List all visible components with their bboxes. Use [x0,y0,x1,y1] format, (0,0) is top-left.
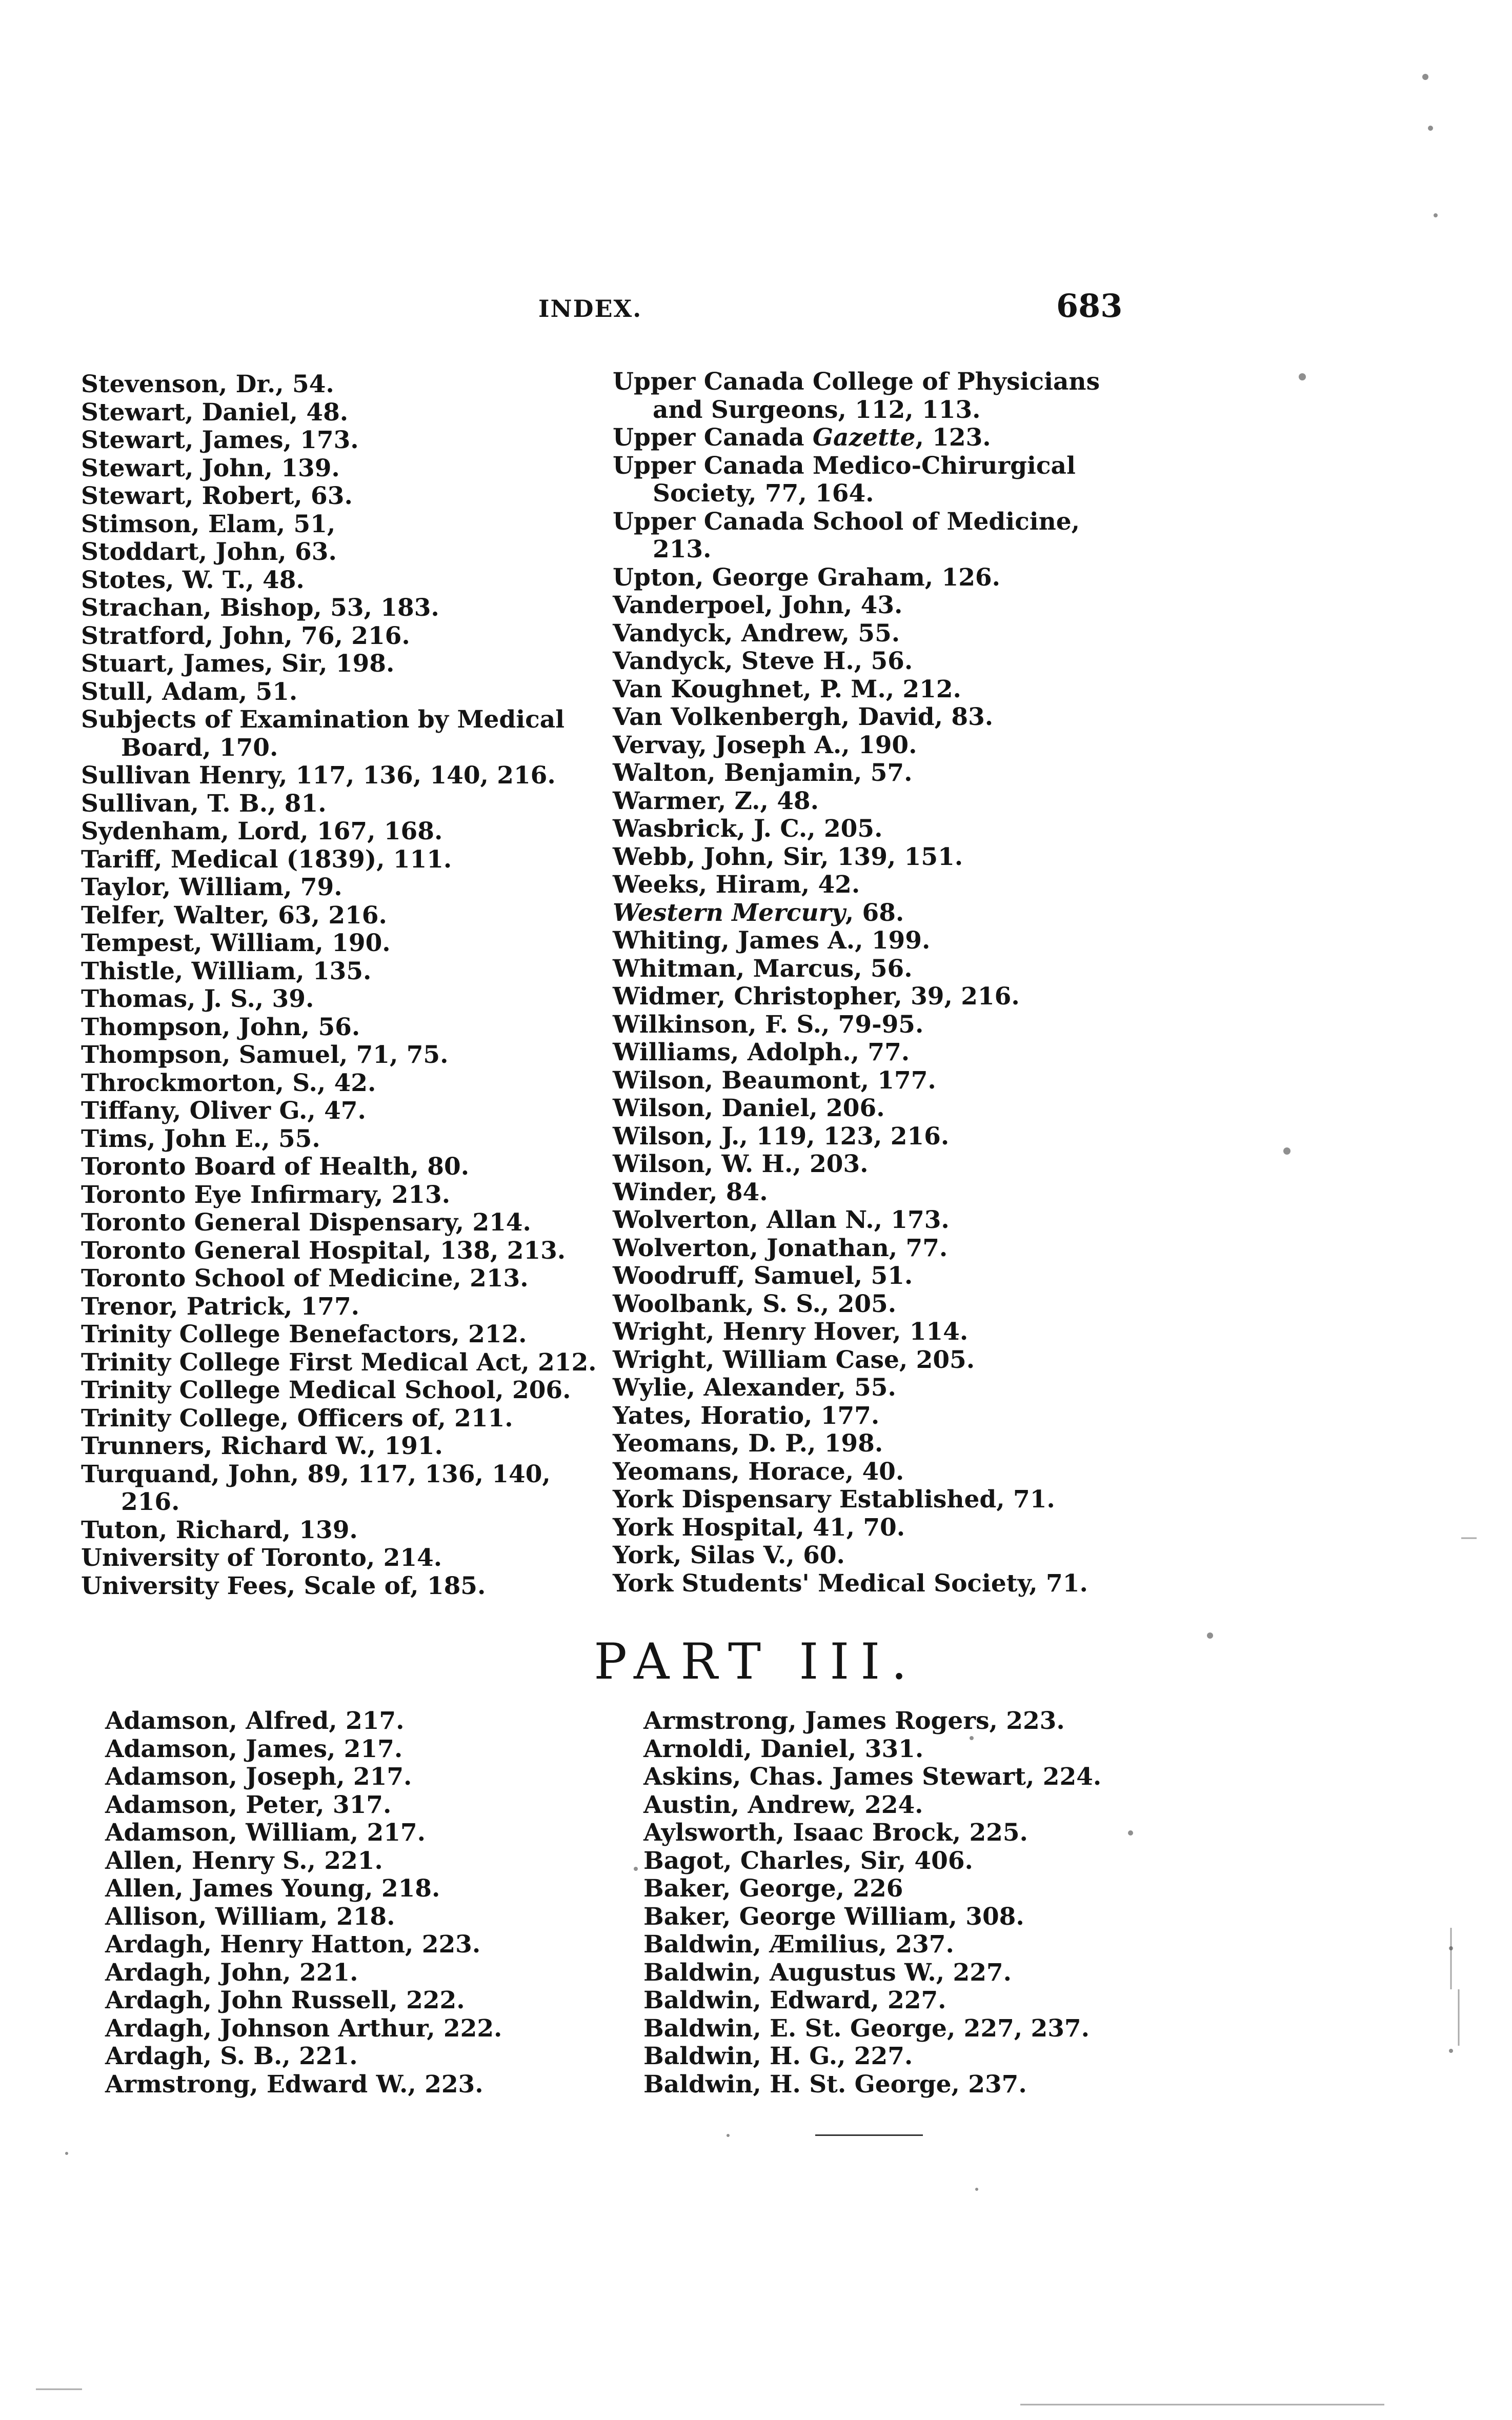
index-entry: York Dispensary Established, 71. [613,1485,1055,1514]
index-entry: Stotes, W. T., 48. [81,566,305,594]
index-entry: Vanderpoel, John, 43. [613,591,903,619]
index-entry: Ardagh, John, 221. [105,1958,358,1987]
index-entry: Stevenson, Dr., 54. [81,370,334,398]
index-entry: Trunners, Richard W., 191. [81,1432,443,1460]
index-entry: York, Silas V., 60. [613,1541,845,1569]
index-entry: Baker, George William, 308. [643,1902,1024,1931]
index-entry: Walton, Benjamin, 57. [613,759,913,787]
index-entry: Adamson, Peter, 317. [105,1790,392,1819]
part3-column-right [643,1707,1156,2099]
index-entry: Stoddart, John, 63. [81,538,337,566]
index-entry: Warmer, Z., 48. [613,786,819,815]
index-entry-gazette: Upper Canada Gazette, 123. [613,424,991,452]
index-entry: Toronto General Hospital, 138, 213. [81,1236,566,1265]
index-entry: Armstrong, Edward W., 223. [105,2070,483,2099]
page-number: 683 [1056,287,1123,325]
index-entry: Toronto Board of Health, 80. [81,1153,470,1181]
index-entry: Tiffany, Oliver G., 47. [81,1097,366,1125]
index-entry: Wolverton, Jonathan, 77. [613,1234,948,1262]
index-entry: Vervay, Joseph A., 190. [613,731,917,759]
index-column-left [81,371,604,1600]
index-entry: Whiting, James A., 199. [613,926,931,955]
index-entry: Armstrong, James Rogers, 223. [643,1707,1065,1735]
index-entry: Webb, John, Sir, 139, 151. [613,842,963,871]
index-entry: Baldwin, Æmilius, 237. [643,1930,954,1959]
index-entry: Tariff, Medical (1839), 111. [81,845,452,874]
index-entry: Ardagh, Johnson Arthur, 222. [105,2014,502,2043]
index-entry: Adamson, James, 217. [105,1735,403,1763]
index-entry: Tempest, William, 190. [81,929,391,957]
index-entry: Wilkinson, F. S., 79-95. [613,1010,924,1039]
index-entry: Williams, Adolph., 77. [613,1038,910,1066]
index-entry: Wright, William Case, 205. [613,1345,975,1374]
index-entry: Allen, James Young, 218. [105,1874,440,1903]
index-entry: Stull, Adam, 51. [81,677,298,706]
index-entry: Baldwin, H. G., 227. [643,2042,913,2070]
index-entry: Trenor, Patrick, 177. [81,1292,360,1321]
index-entry: Wilson, W. H., 203. [613,1150,869,1178]
index-entry: Throckmorton, S., 42. [81,1068,376,1097]
index-entry: Trinity College First Medical Act, 212. [81,1348,597,1377]
index-entry: Baldwin, E. St. George, 227, 237. [643,2014,1090,2043]
running-title: INDEX. [538,295,642,322]
index-entry: Van Volkenbergh, David, 83. [613,703,994,731]
index-entry: Upton, George Graham, 126. [613,563,1000,592]
index-entry: Baldwin, Augustus W., 227. [643,1958,1012,1987]
index-entry: Wasbrick, J. C., 205. [613,815,883,843]
index-entry: Woodruff, Samuel, 51. [613,1262,913,1290]
index-entry: Turquand, John, 89, 117, 136, 140, 216. [81,1460,551,1516]
index-entry: Toronto School of Medicine, 213. [81,1264,529,1293]
index-entry: Austin, Andrew, 224. [643,1790,923,1819]
index-entry: Ardagh, Henry Hatton, 223. [105,1930,481,1959]
index-entry: Thompson, Samuel, 71, 75. [81,1041,449,1069]
index-entry: Stratford, John, 76, 216. [81,621,410,650]
index-entry: Trinity College, Officers of, 211. [81,1404,513,1433]
index-entry: Aylsworth, Isaac Brock, 225. [643,1819,1028,1847]
index-entry: Stewart, Robert, 63. [81,482,353,510]
index-entry: Upper Canada School of Medicine, 213. [613,507,1080,563]
index-entry: Baldwin, H. St. George, 237. [643,2070,1027,2099]
index-entry: Askins, Chas. James Stewart, 224. [643,1763,1102,1791]
index-entry-western-mercury: Western Mercury, 68. [613,898,904,927]
index-entry: Widmer, Christopher, 39, 216. [613,982,1020,1011]
index-entry: Thomas, J. S., 39. [81,985,314,1013]
index-entry: Yates, Horatio, 177. [613,1401,880,1430]
index-entry: Allen, Henry S., 221. [105,1846,383,1875]
index-entry: Wilson, Beaumont, 177. [613,1066,936,1095]
index-entry: Stuart, James, Sir, 198. [81,650,395,678]
index-entry: Stewart, James, 173. [81,426,359,454]
index-entry: Subjects of Examination by Medical Board, 170. [81,705,565,762]
index-entry: Wilson, Daniel, 206. [613,1094,885,1122]
index-entry: Trinity College Benefactors, 212. [81,1320,527,1348]
index-entry: Tims, John E., 55. [81,1124,320,1153]
index-entry: Baldwin, Edward, 227. [643,1986,946,2014]
index-entry: Weeks, Hiram, 42. [613,871,860,899]
index-entry: Trinity College Medical School, 206. [81,1376,571,1404]
index-entry: Ardagh, John Russell, 222. [105,1986,465,2014]
index-entry: Adamson, Joseph, 217. [105,1763,412,1791]
index-entry: York Hospital, 41, 70. [613,1513,905,1542]
index-entry: University Fees, Scale of, 185. [81,1571,486,1600]
index-entry: Telfer, Walter, 63, 216. [81,901,387,930]
index-entry: Upper Canada Medico-Chirurgical Society, 77, 164. [613,451,1076,508]
index-entry: Vandyck, Andrew, 55. [613,619,900,648]
index-entry: Adamson, Alfred, 217. [105,1707,405,1735]
index-entry: Sydenham, Lord, 167, 168. [81,817,443,845]
index-entry: Thistle, William, 135. [81,957,372,985]
index-entry: Vandyck, Steve H., 56. [613,647,913,675]
index-entry: Whitman, Marcus, 56. [613,954,913,983]
index-column-right [613,368,1136,1598]
index-entry: Wolverton, Allan N., 173. [613,1206,950,1234]
index-entry: Sullivan Henry, 117, 136, 140, 216. [81,761,556,790]
part-heading: PART III. [594,1633,918,1690]
index-entry: Toronto Eye Infirmary, 213. [81,1180,451,1209]
index-entry: Upper Canada College of Physicians and Surgeons, 112, 113. [613,368,1100,424]
index-entry: Yeomans, Horace, 40. [613,1457,904,1486]
index-entry: Wilson, J., 119, 123, 216. [613,1122,950,1151]
index-entry: Baker, George, 226 [643,1874,903,1903]
index-entry: York Students' Medical Society, 71. [613,1569,1088,1598]
index-entry: University of Toronto, 214. [81,1544,442,1572]
index-entry: Wright, Henry Hover, 114. [613,1318,969,1346]
index-entry: Toronto General Dispensary, 214. [81,1208,531,1237]
index-entry: Stewart, Daniel, 48. [81,398,349,427]
index-entry: Arnoldi, Daniel, 331. [643,1735,924,1763]
index-entry: Ardagh, S. B., 221. [105,2042,358,2070]
index-entry: Allison, William, 218. [105,1902,395,1931]
index-entry: Thompson, John, 56. [81,1013,360,1041]
index-entry: Winder, 84. [613,1178,768,1206]
index-entry: Yeomans, D. P., 198. [613,1429,883,1458]
end-rule [815,2134,923,2136]
index-entry: Woolbank, S. S., 205. [613,1289,897,1318]
index-entry: Taylor, William, 79. [81,873,342,901]
part3-column-left [105,1707,618,2099]
index-entry: Tuton, Richard, 139. [81,1516,358,1544]
index-entry: Wylie, Alexander, 55. [613,1374,896,1402]
index-entry: Strachan, Bishop, 53, 183. [81,594,439,622]
index-entry: Van Koughnet, P. M., 212. [613,675,961,703]
index-entry: Adamson, William, 217. [105,1819,426,1847]
index-entry: Stewart, John, 139. [81,454,340,482]
index-entry: Sullivan, T. B., 81. [81,789,327,818]
index-entry: Stimson, Elam, 51, [81,510,336,538]
index-entry: Bagot, Charles, Sir, 406. [643,1846,973,1875]
